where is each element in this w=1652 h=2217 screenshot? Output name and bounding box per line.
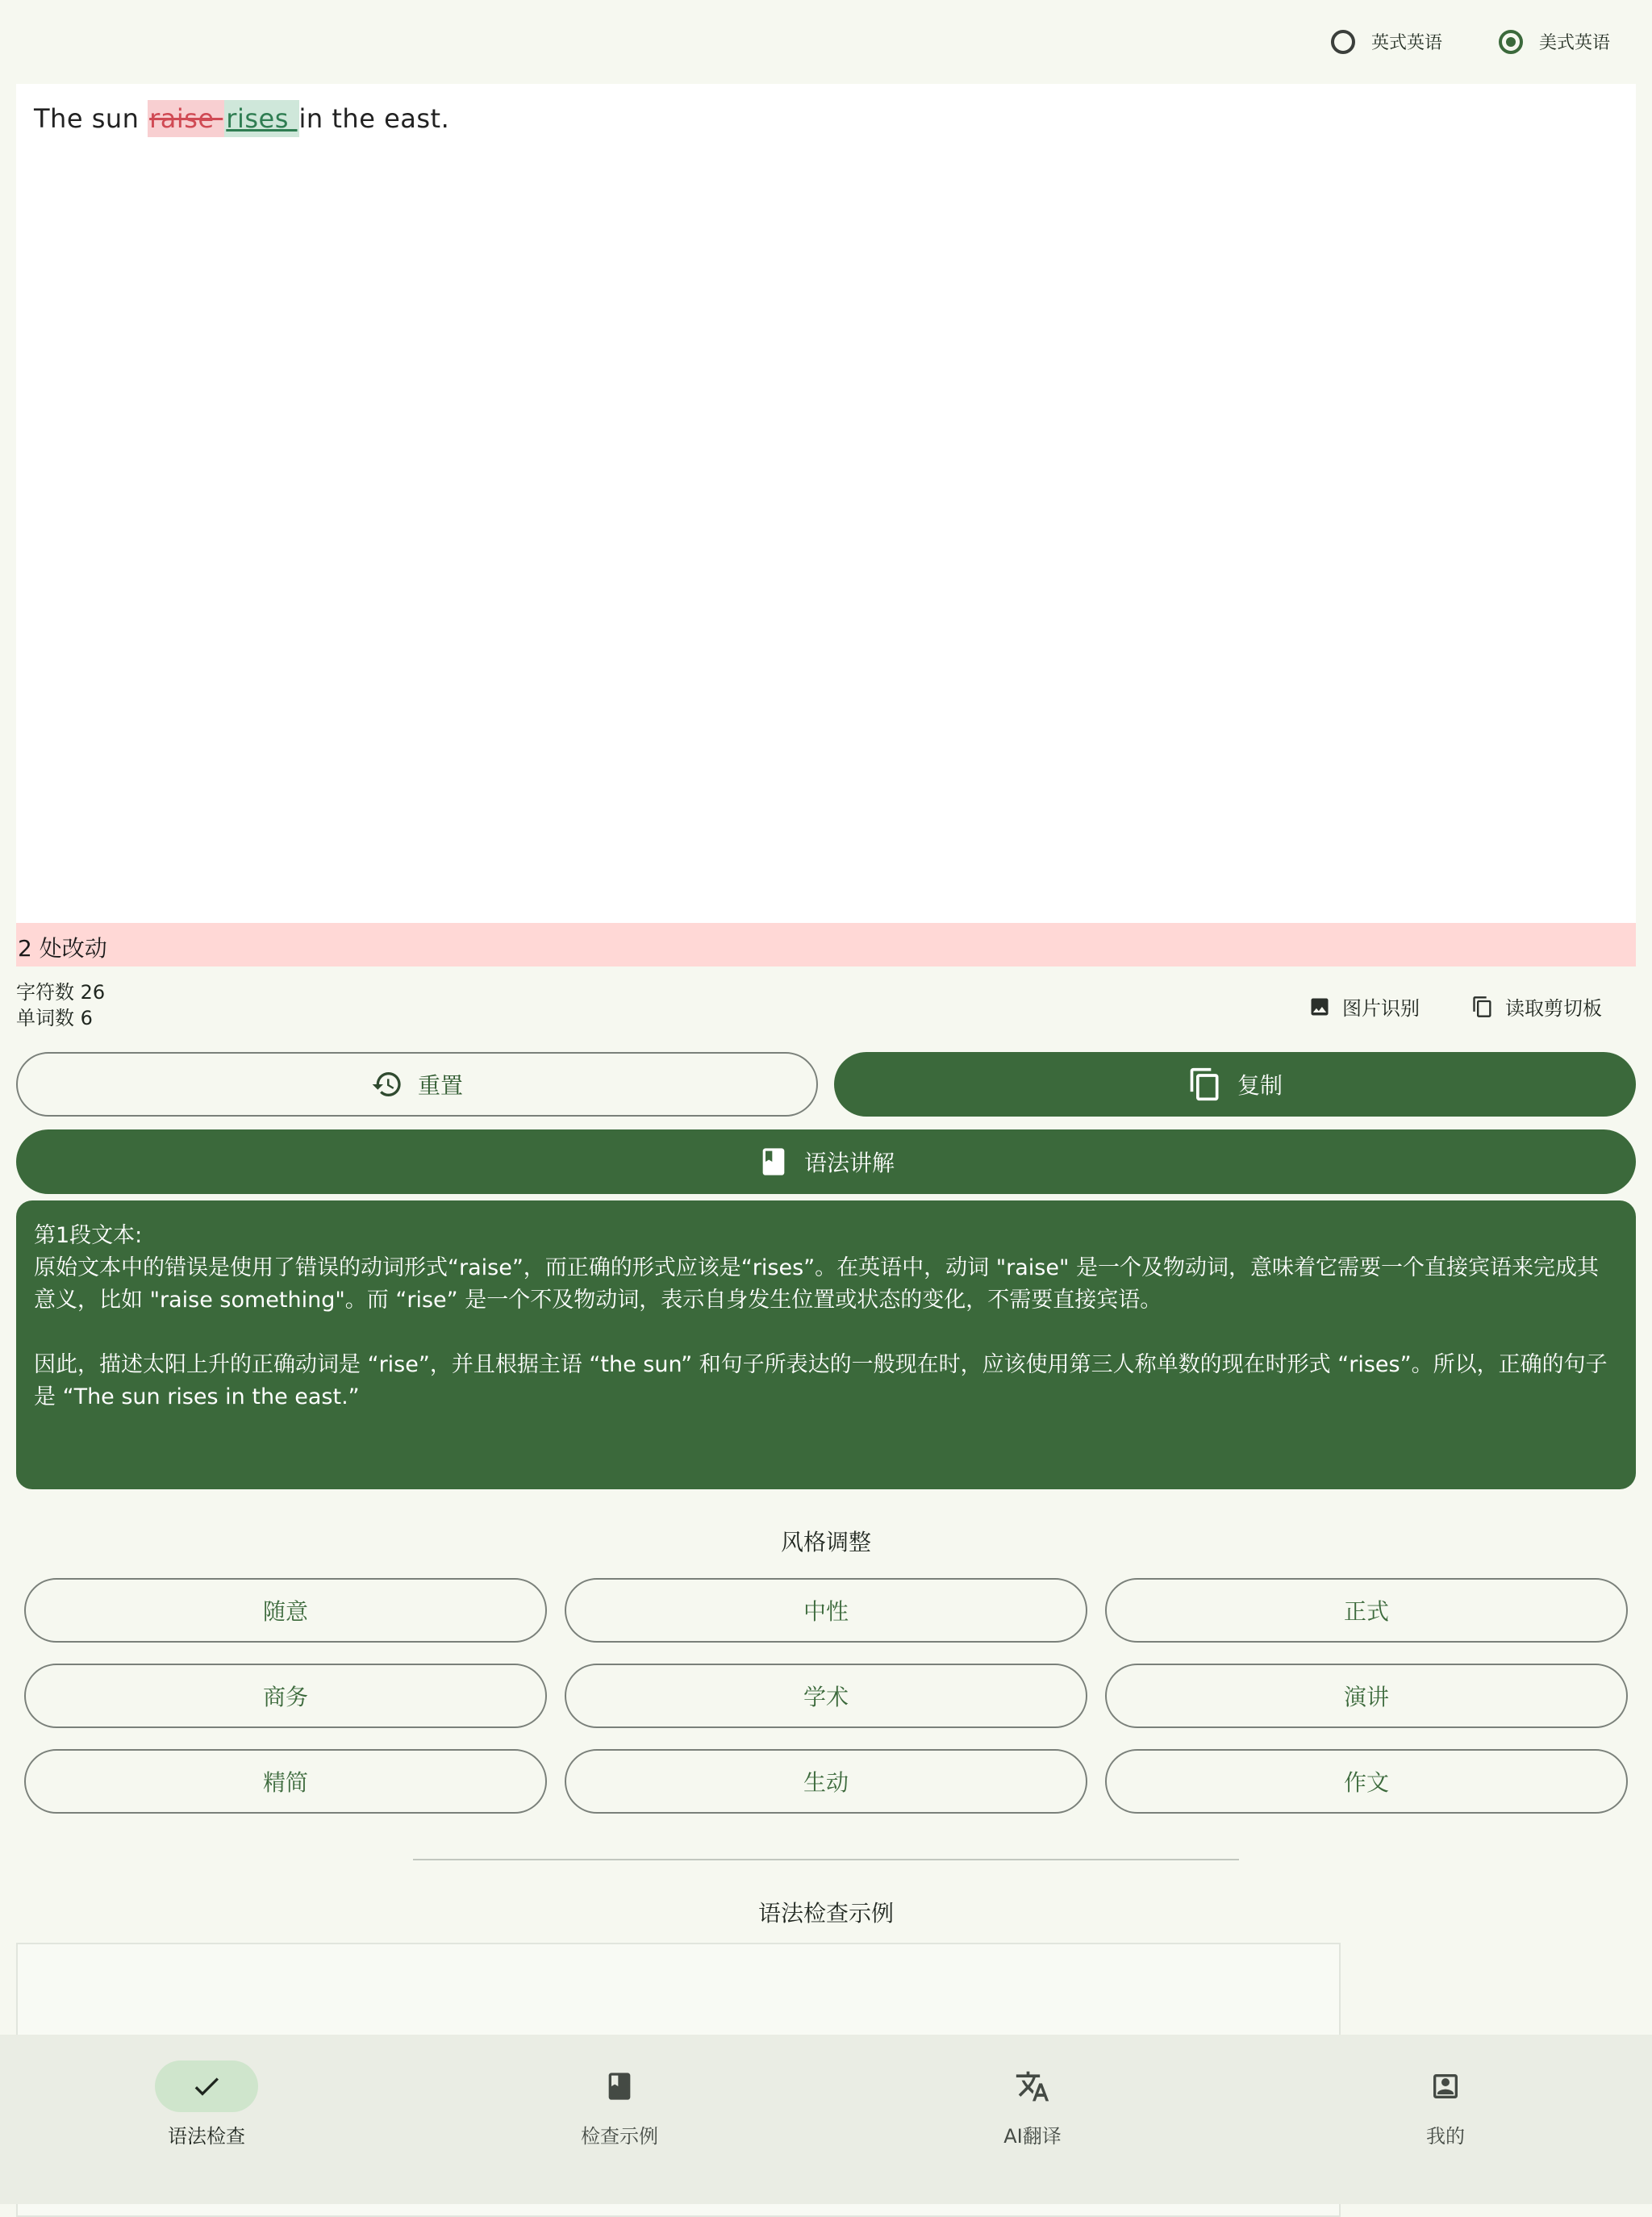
editor-content — [34, 103, 449, 134]
read-clipboard-button[interactable] — [1471, 992, 1602, 1021]
style-academic-button[interactable]: 学术 — [565, 1664, 1087, 1728]
style-vivid-button[interactable]: 生动 — [565, 1749, 1087, 1814]
style-casual-button[interactable]: 随意 — [24, 1578, 547, 1643]
changes-count: 2 处改动 — [18, 935, 107, 962]
check-icon — [190, 2070, 223, 2102]
reset-label: 重置 — [417, 1072, 463, 1099]
radio-british-english[interactable] — [1331, 29, 1442, 54]
book-icon — [757, 1146, 790, 1178]
style-neutral-button[interactable]: 中性 — [565, 1578, 1087, 1643]
image-recognition-button[interactable] — [1308, 992, 1420, 1021]
inserted-word[interactable]: rises — [224, 100, 298, 137]
translate-icon — [1015, 2069, 1050, 2104]
style-section-title: 风格调整 — [780, 1529, 871, 1555]
copy-icon — [1187, 1067, 1223, 1102]
changes-banner — [16, 923, 1636, 967]
profile-icon — [1429, 2070, 1462, 2102]
radio-american-english[interactable] — [1499, 29, 1610, 54]
copy-button[interactable] — [834, 1052, 1636, 1117]
nav-grammar-check[interactable] — [110, 2060, 303, 2148]
read-clipboard-label: 读取剪切板 — [1505, 997, 1602, 1020]
radio-label-british: 英式英语 — [1371, 33, 1443, 53]
image-icon — [1308, 996, 1331, 1018]
grammar-explanation-button[interactable] — [16, 1129, 1636, 1194]
history-icon — [371, 1068, 403, 1100]
section-divider — [413, 1859, 1239, 1860]
nav-profile-label: 我的 — [1426, 2125, 1465, 2148]
char-count: 字符数 26 — [16, 981, 106, 1004]
word-count: 单词数 6 — [16, 1007, 93, 1029]
clipboard-icon — [1471, 996, 1494, 1018]
nav-examples-label: 检查示例 — [581, 2125, 658, 2148]
radio-unchecked-icon — [1331, 30, 1355, 54]
radio-checked-icon — [1499, 30, 1523, 54]
nav-active-indicator — [155, 2060, 258, 2112]
nav-ai-translate-label: AI翻译 — [1003, 2125, 1062, 2148]
style-concise-button[interactable]: 精简 — [24, 1749, 547, 1814]
nav-profile[interactable] — [1349, 2060, 1542, 2148]
grammar-explanation-label: 语法讲解 — [803, 1150, 895, 1176]
nav-examples[interactable] — [523, 2060, 716, 2148]
style-business-button[interactable]: 商务 — [24, 1664, 547, 1728]
book-icon — [603, 2070, 636, 2102]
radio-label-american: 美式英语 — [1539, 33, 1611, 53]
copy-label: 复制 — [1237, 1072, 1283, 1099]
nav-translate-pill — [981, 2060, 1084, 2112]
style-essay-button[interactable]: 作文 — [1105, 1749, 1628, 1814]
text-stats — [16, 979, 105, 1031]
nav-examples-pill — [568, 2060, 671, 2112]
image-recognition-label: 图片识别 — [1342, 997, 1420, 1020]
nav-ai-translate[interactable] — [936, 2060, 1129, 2148]
nav-profile-pill — [1394, 2060, 1497, 2112]
style-formal-button[interactable]: 正式 — [1105, 1578, 1628, 1643]
examples-section-title: 语法检查示例 — [757, 1900, 894, 1927]
style-speech-button[interactable]: 演讲 — [1105, 1664, 1628, 1728]
bottom-navigation — [0, 2035, 1652, 2204]
nav-grammar-check-label: 语法检查 — [168, 2125, 245, 2148]
deleted-word[interactable]: raise — [148, 100, 224, 137]
text-prefix: The sun — [34, 103, 148, 134]
text-suffix: in the east. — [298, 103, 450, 134]
text-editor[interactable] — [16, 84, 1636, 923]
explanation-card: 第1段文本: 原始文本中的错误是使用了错误的动词形式“raise”，而正确的形式应该是“rises”。在英语中，动词 "raise" 是一个及物动词，意味着它需要一个直接宾语来完成其意义，比如 "raise something"。而 “rise” 是一个不及物动词，表示自身发生位置或状态的变化，不需要直接宾语。 因此，描述太阳上升的正确动词是 “rise”，并且根据主语 “the sun” 和句子所表达的一般现在时，应该使用第三人称单数的现在时形式 “rises”。所以，正确的句子是 “The sun rises in the east.” — [16, 1200, 1636, 1489]
reset-button[interactable] — [16, 1052, 818, 1117]
